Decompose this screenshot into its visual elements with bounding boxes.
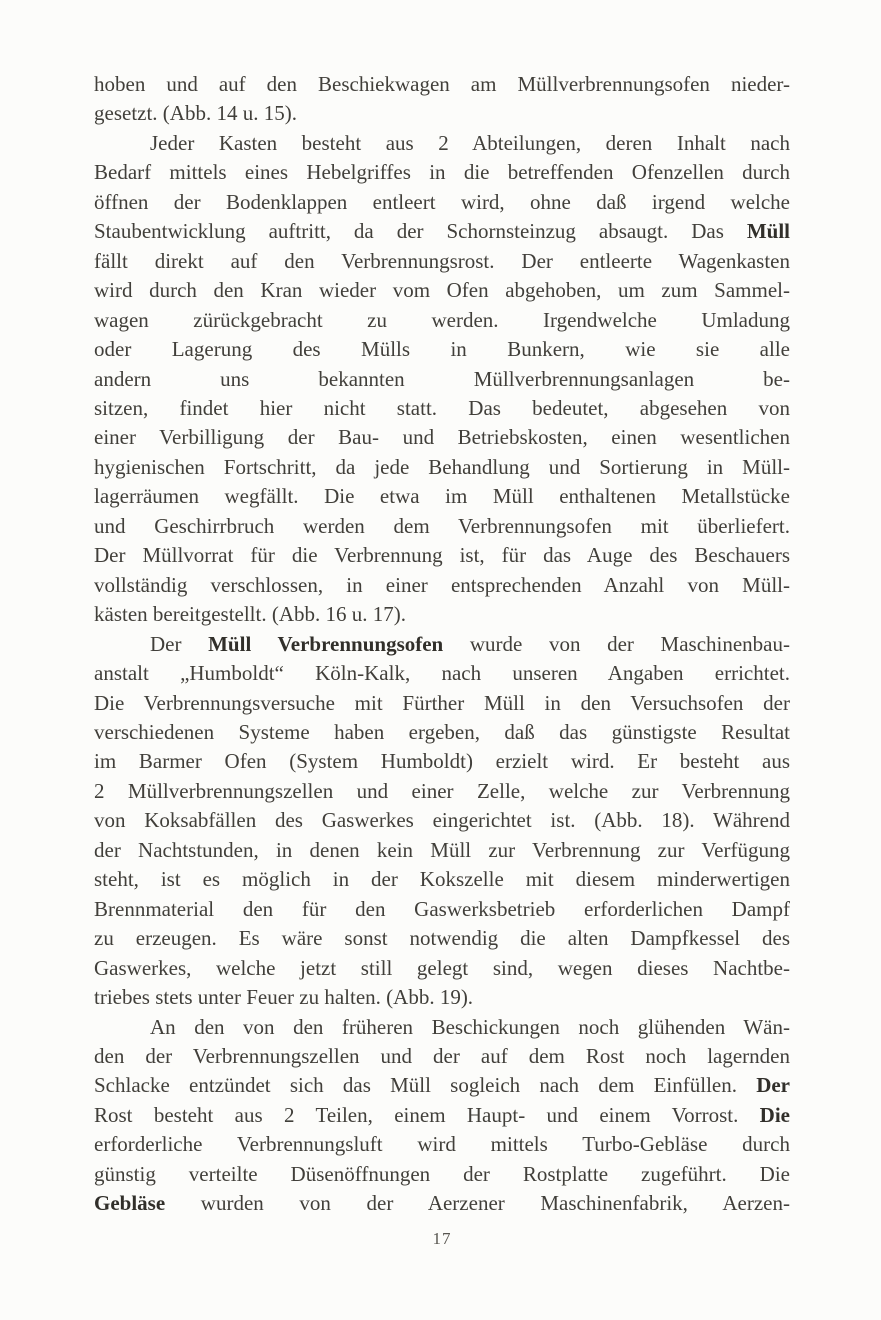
- text-line: [94, 365, 790, 394]
- text-segment: wurde von der Maschinenbau-: [443, 631, 790, 656]
- text-segment: anstalt „Humboldt“ Köln-Kalk, nach unseren Angaben errichtet.: [94, 661, 790, 686]
- text-segment: einer Verbilligung der Bau- und Betriebskosten, einen wesentlichen: [94, 425, 790, 450]
- text-line: [94, 600, 790, 629]
- text-segment: steht, ist es möglich in der Kokszelle mit diesem minderwertigen: [94, 867, 790, 892]
- text-segment: öffnen der Bodenklappen entleert wird, ohne daß irgend welche: [94, 189, 790, 214]
- text-block: [94, 70, 790, 1219]
- text-line: [94, 453, 790, 482]
- text-line: [94, 718, 790, 747]
- paragraph: [94, 129, 790, 630]
- text-line: [94, 423, 790, 452]
- text-segment: An den von den früheren Beschickungen noch glühenden Wän-: [150, 1014, 790, 1039]
- text-segment: Jeder Kasten besteht aus 2 Abteilungen, deren Inhalt nach: [150, 130, 790, 155]
- text-segment: Gaswerkes, welche jetzt still gelegt sind, wegen dieses Nachtbe-: [94, 955, 790, 980]
- text-line: [94, 689, 790, 718]
- text-segment: wagen zürückgebracht zu werden. Irgendwelche Umladung: [94, 307, 790, 332]
- text-line: [94, 571, 790, 600]
- text-line: [94, 1160, 790, 1189]
- text-segment: Schlacke entzündet sich das Müll sogleich nach dem Einfüllen.: [94, 1073, 757, 1098]
- text-segment: lagerräumen wegfällt. Die etwa im Müll enthaltenen Metallstücke: [94, 484, 790, 509]
- text-segment: und Geschirrbruch werden dem Verbrennungsofen mit überliefert.: [94, 513, 790, 538]
- text-line: [94, 806, 790, 835]
- text-line: [94, 747, 790, 776]
- text-line: [94, 1013, 790, 1042]
- text-segment: von Koksabfällen des Gaswerkes eingerichtet ist. (Abb. 18). Während: [94, 808, 790, 833]
- text-segment: günstig verteilte Düsenöffnungen der Rostplatte zugeführt. Die: [94, 1161, 790, 1186]
- text-segment: Der Müllvorrat für die Verbrennung ist, für das Auge des Beschauers: [94, 543, 790, 568]
- text-line: [94, 482, 790, 511]
- text-line: [94, 865, 790, 894]
- text-line: [94, 836, 790, 865]
- page-number: 17: [432, 1229, 452, 1248]
- text-line: [94, 983, 790, 1012]
- text-segment: Rost besteht aus 2 Teilen, einem Haupt- und einem Vorrost.: [94, 1102, 760, 1127]
- text-segment: wurden von der Aerzener Maschinenfabrik, Aerzen-: [165, 1191, 790, 1216]
- text-segment: hoben und auf den Beschiekwagen am Müllverbrennungsofen nieder-: [94, 72, 790, 96]
- text-line: [94, 895, 790, 924]
- text-segment: Die Verbrennungsversuche mit Fürther Müll in den Versuchsofen der: [94, 690, 790, 715]
- text-line: [94, 276, 790, 305]
- text-line: [94, 129, 790, 158]
- text-line: [94, 924, 790, 953]
- text-segment: kästen bereitgestellt. (Abb. 16 u. 17).: [94, 602, 407, 627]
- text-segment: triebes stets unter Feuer zu halten. (Abb. 19).: [94, 985, 474, 1010]
- paragraph: [94, 630, 790, 1013]
- bold-text-segment: Die: [759, 1102, 790, 1127]
- text-line: [94, 335, 790, 364]
- text-segment: gesetzt. (Abb. 14 u. 15).: [94, 101, 297, 126]
- text-line: [94, 158, 790, 187]
- text-line: [94, 188, 790, 217]
- text-line: [94, 1042, 790, 1071]
- text-segment: 2 Müllverbrennungszellen und einer Zelle, welche zur Verbrennung: [94, 778, 790, 803]
- text-segment: Der: [150, 631, 209, 656]
- text-line: [94, 1101, 790, 1130]
- text-line: [94, 1130, 790, 1159]
- text-segment: fällt direkt auf den Verbrennungsrost. Der entleerte Wagenkasten: [94, 248, 790, 273]
- text-segment: zu erzeugen. Es wäre sonst notwendig die alten Dampfkessel des: [94, 926, 790, 951]
- text-segment: oder Lagerung des Mülls in Bunkern, wie sie alle: [94, 337, 790, 362]
- bold-text-segment: Gebläse: [94, 1191, 166, 1216]
- text-segment: verschiedenen Systeme haben ergeben, daß das günstigste Resultat: [94, 719, 790, 744]
- text-segment: wird durch den Kran wieder vom Ofen abgehoben, um zum Sammel-: [94, 278, 790, 303]
- bold-text-segment: Müll: [746, 219, 790, 244]
- text-segment: im Barmer Ofen (System Humboldt) erzielt wird. Er besteht aus: [94, 749, 790, 774]
- text-line: [94, 99, 790, 128]
- bold-text-segment: Müll Verbrennungsofen: [208, 631, 444, 656]
- text-line: [94, 512, 790, 541]
- text-segment: vollständig verschlossen, in einer entsprechenden Anzahl von Müll-: [94, 572, 790, 597]
- text-line: [94, 954, 790, 983]
- text-line: [94, 217, 790, 246]
- text-segment: Brennmaterial den für den Gaswerksbetrieb erforderlichen Dampf: [94, 896, 790, 921]
- text-segment: der Nachtstunden, in denen kein Müll zur Verbrennung zur Verfügung: [94, 837, 790, 862]
- text-line: [94, 1071, 790, 1100]
- text-line: [94, 247, 790, 276]
- text-line: [94, 659, 790, 688]
- text-segment: sitzen, findet hier nicht statt. Das bedeutet, abgesehen von: [94, 395, 790, 420]
- text-segment: hygienischen Fortschritt, da jede Behandlung und Sortierung in Müll-: [94, 454, 790, 479]
- text-line: [94, 541, 790, 570]
- text-segment: erforderliche Verbrennungsluft wird mittels Turbo-Gebläse durch: [94, 1132, 790, 1157]
- bold-text-segment: Der: [756, 1073, 790, 1098]
- text-line: [94, 306, 790, 335]
- text-line: [94, 1189, 790, 1218]
- text-line: [94, 70, 790, 99]
- paragraph: [94, 1013, 790, 1219]
- text-segment: Staubentwicklung auftritt, da der Schornsteinzug absaugt. Das: [94, 219, 747, 244]
- text-line: [94, 394, 790, 423]
- paragraph: [94, 70, 790, 129]
- text-line: [94, 630, 790, 659]
- text-line: [94, 777, 790, 806]
- text-segment: Bedarf mittels eines Hebelgriffes in die betreffenden Ofenzellen durch: [94, 160, 790, 185]
- text-segment: den der Verbrennungszellen und der auf dem Rost noch lagernden: [94, 1043, 790, 1068]
- text-segment: andern uns bekannten Müllverbrennungsanlagen be-: [94, 366, 790, 391]
